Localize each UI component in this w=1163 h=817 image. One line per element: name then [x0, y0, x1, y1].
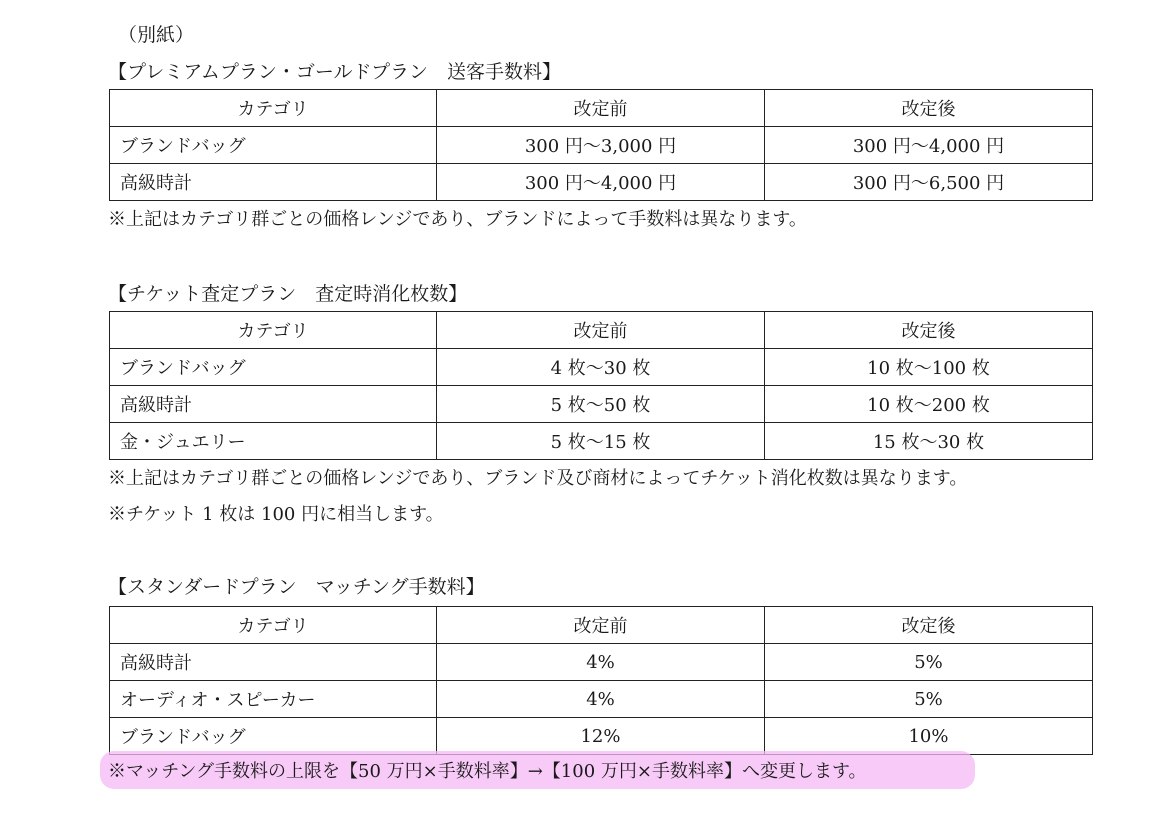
attachment-label: （別紙）	[118, 24, 195, 46]
before-cell: 5 枚〜50 枚	[437, 386, 765, 423]
table-header-row	[110, 90, 1093, 127]
category-cell: 金・ジュエリー	[110, 423, 437, 460]
before-cell: 4%	[437, 681, 765, 718]
after-cell: 10 枚〜200 枚	[765, 386, 1093, 423]
header-before: 改定前	[437, 90, 765, 127]
header-category: カテゴリ	[110, 312, 437, 349]
category-cell: ブランドバッグ	[110, 349, 437, 386]
before-cell: 300 円〜3,000 円	[437, 127, 765, 164]
table-row	[110, 349, 1093, 386]
header-after: 改定後	[765, 312, 1093, 349]
section-note: ※上記はカテゴリ群ごとの価格レンジであり、ブランド及び商材によってチケット消化枚数は異なります。	[108, 468, 968, 489]
header-before: 改定前	[437, 607, 765, 644]
header-after: 改定後	[765, 90, 1093, 127]
section-title-standard-matching: 【スタンダードプラン マッチング手数料】	[108, 576, 485, 598]
table-header-row	[110, 607, 1093, 644]
before-cell: 300 円〜4,000 円	[437, 164, 765, 201]
header-category: カテゴリ	[110, 607, 437, 644]
table-ticket-consumption	[109, 311, 1093, 460]
category-cell: 高級時計	[110, 644, 437, 681]
section-note-highlighted: ※マッチング手数料の上限を【50 万円×手数料率】→【100 万円×手数料率】へ変更します。	[108, 761, 867, 782]
table-row	[110, 681, 1093, 718]
before-cell: 12%	[437, 718, 765, 755]
after-cell: 300 円〜6,500 円	[765, 164, 1093, 201]
table-row	[110, 644, 1093, 681]
section-title-premium-gold: 【プレミアムプラン・ゴールドプラン 送客手数料】	[108, 61, 561, 83]
header-after: 改定後	[765, 607, 1093, 644]
table-row	[110, 386, 1093, 423]
category-cell: 高級時計	[110, 386, 437, 423]
after-cell: 10 枚〜100 枚	[765, 349, 1093, 386]
category-cell: オーディオ・スピーカー	[110, 681, 437, 718]
category-cell: 高級時計	[110, 164, 437, 201]
after-cell: 15 枚〜30 枚	[765, 423, 1093, 460]
table-row	[110, 423, 1093, 460]
after-cell: 5%	[765, 644, 1093, 681]
header-category: カテゴリ	[110, 90, 437, 127]
table-row	[110, 718, 1093, 755]
section-title-ticket-appraisal: 【チケット査定プラン 査定時消化枚数】	[108, 283, 468, 305]
table-header-row	[110, 312, 1093, 349]
before-cell: 4%	[437, 644, 765, 681]
category-cell: ブランドバッグ	[110, 127, 437, 164]
after-cell: 300 円〜4,000 円	[765, 127, 1093, 164]
table-row	[110, 127, 1093, 164]
before-cell: 5 枚〜15 枚	[437, 423, 765, 460]
table-premium-gold-fees	[109, 89, 1093, 201]
table-row	[110, 164, 1093, 201]
section-note: ※上記はカテゴリ群ごとの価格レンジであり、ブランドによって手数料は異なります。	[108, 209, 807, 230]
before-cell: 4 枚〜30 枚	[437, 349, 765, 386]
after-cell: 10%	[765, 718, 1093, 755]
section-note: ※チケット 1 枚は 100 円に相当します。	[108, 504, 444, 525]
header-before: 改定前	[437, 312, 765, 349]
category-cell: ブランドバッグ	[110, 718, 437, 755]
table-matching-fees	[109, 606, 1093, 755]
after-cell: 5%	[765, 681, 1093, 718]
